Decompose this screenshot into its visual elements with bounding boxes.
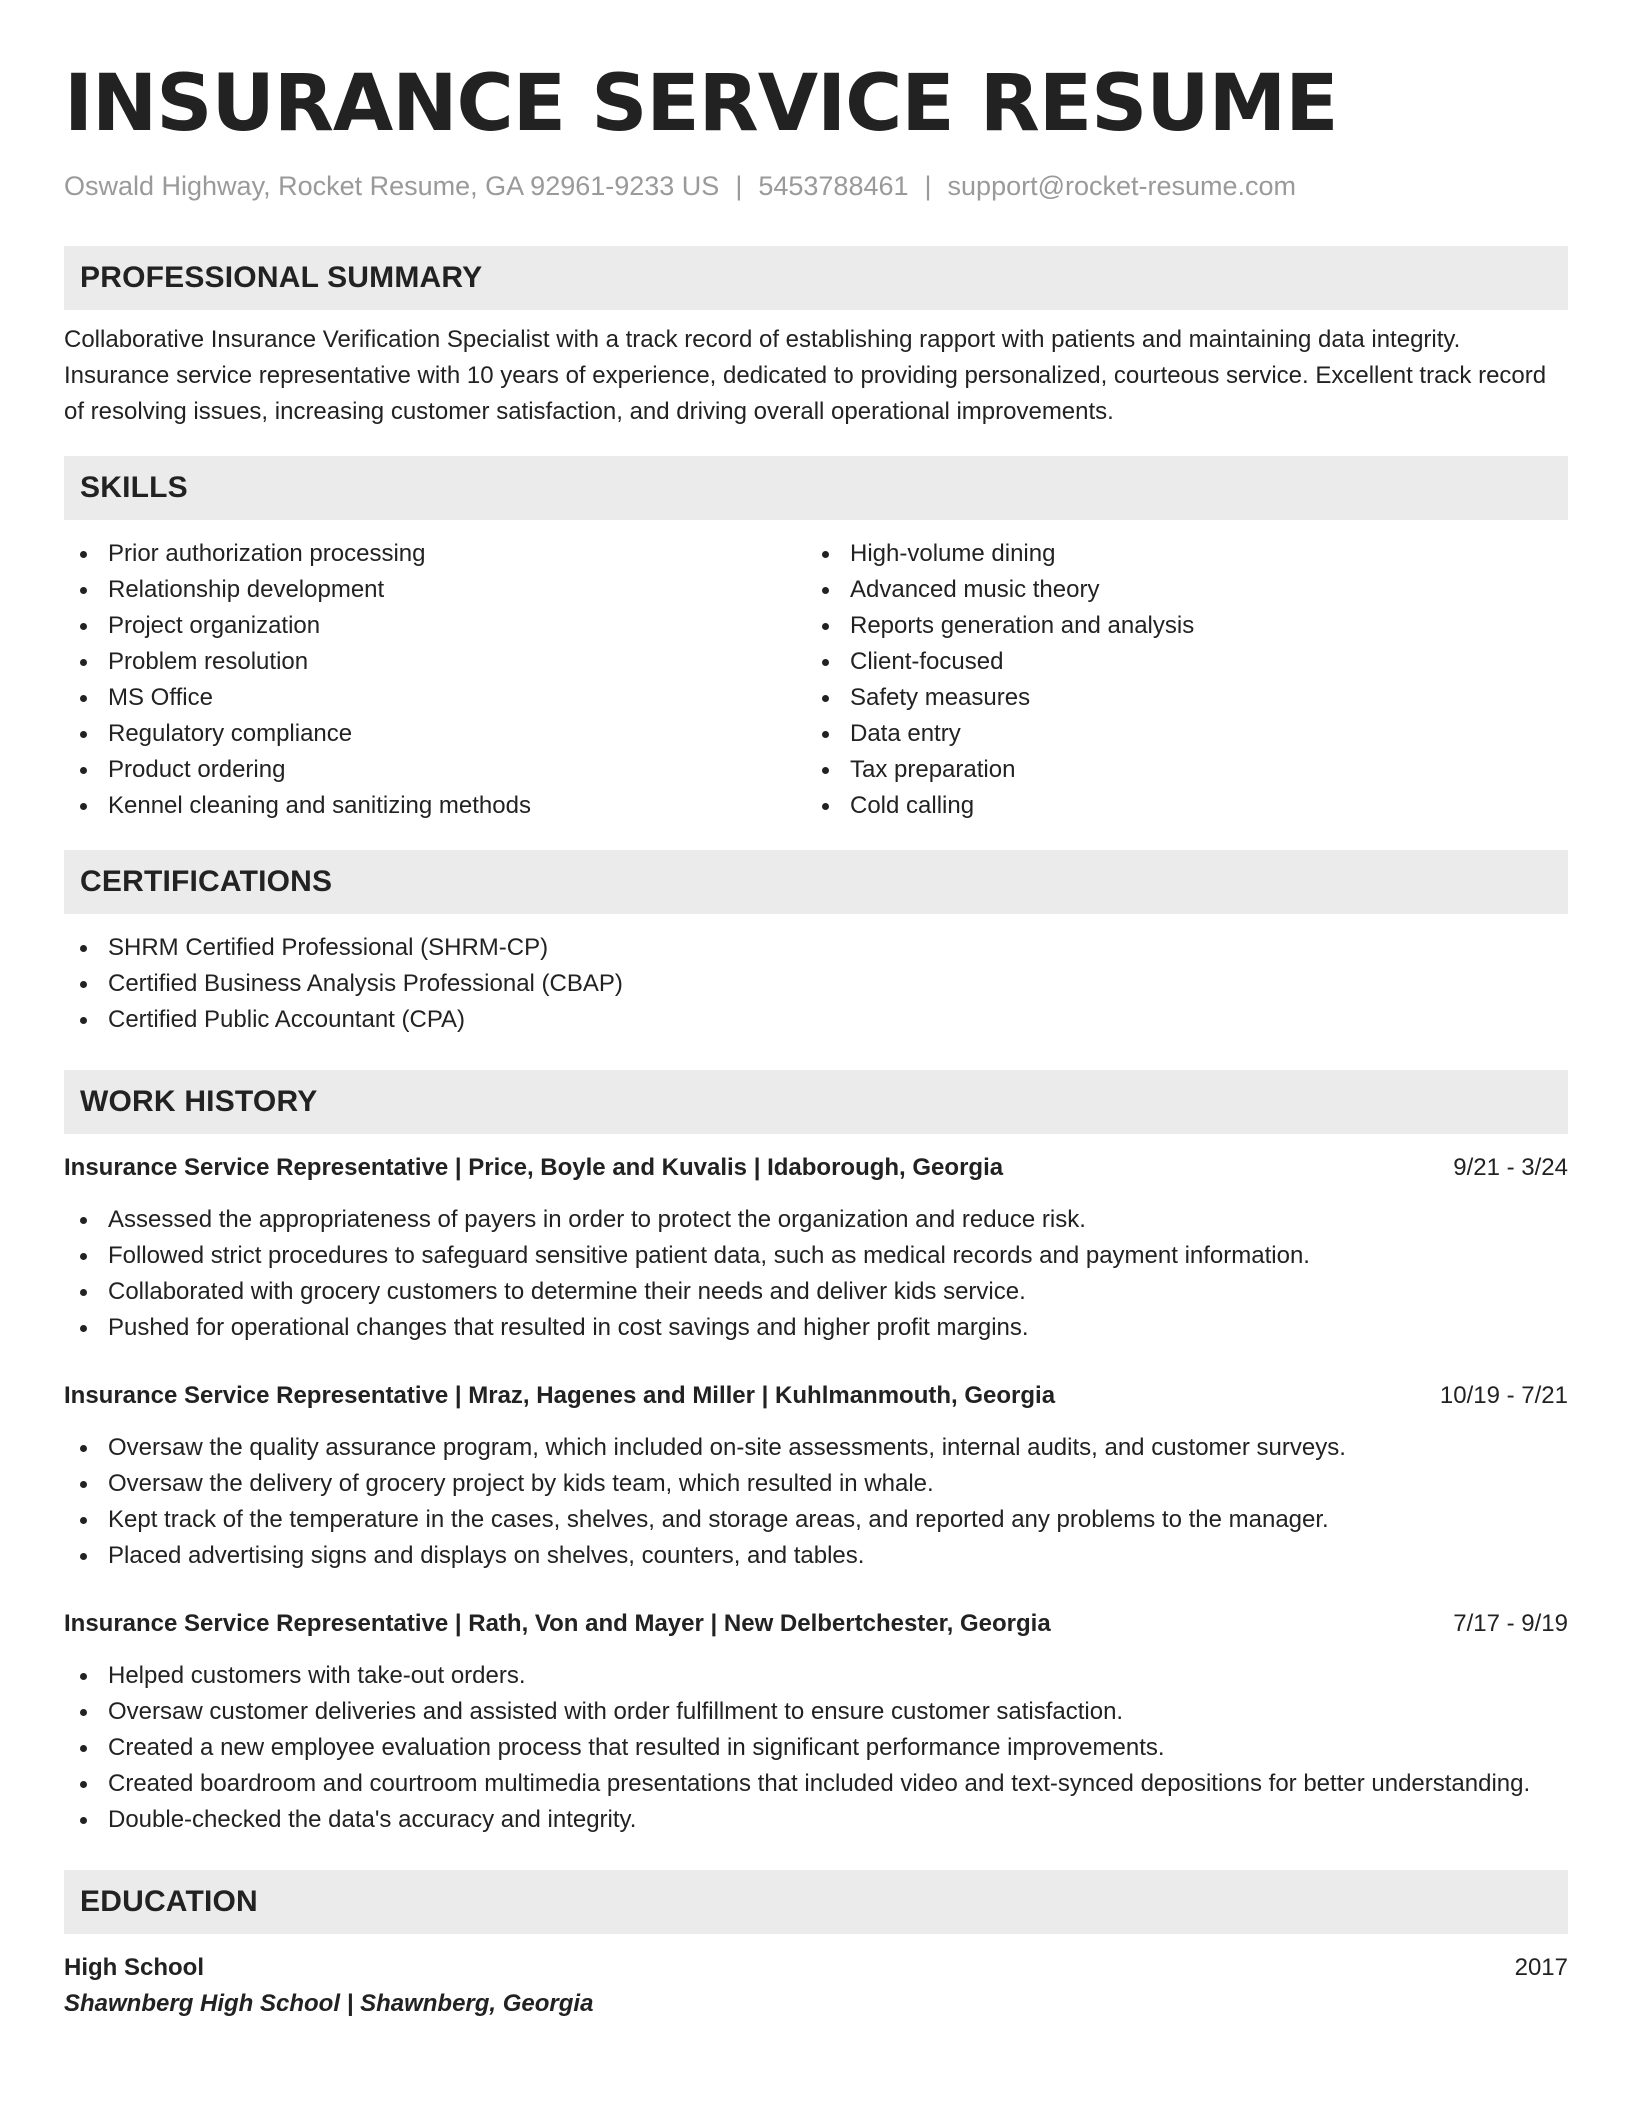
job-header: [64, 1150, 1568, 1186]
contact-phone: 5453788461: [758, 171, 909, 201]
job-bullet: Kept track of the temperature in the cases, shelves, and storage areas, and reported any problems to the manager.: [64, 1502, 1568, 1538]
contact-email[interactable]: support@rocket-resume.com: [947, 171, 1297, 201]
skill-item: Advanced music theory: [806, 572, 1548, 608]
skill-item: High-volume dining: [806, 536, 1548, 572]
contact-address: Oswald Highway, Rocket Resume, GA 92961-9233 US: [64, 171, 720, 201]
job-bullet: Created a new employee evaluation process that resulted in significant performance improvements.: [64, 1730, 1568, 1766]
contact-line: [64, 168, 1568, 204]
section-heading-work-history: WORK HISTORY: [64, 1070, 1568, 1134]
skill-item: Regulatory compliance: [64, 716, 806, 752]
section-heading-skills: SKILLS: [64, 456, 1568, 520]
job-bullet: Placed advertising signs and displays on shelves, counters, and tables.: [64, 1538, 1568, 1574]
skill-item: Problem resolution: [64, 644, 806, 680]
job-bullets: [64, 1658, 1568, 1838]
section-heading-summary: PROFESSIONAL SUMMARY: [64, 246, 1568, 310]
job-bullet: Assessed the appropriateness of payers in order to protect the organization and reduce risk.: [64, 1202, 1568, 1238]
job-title: Insurance Service Representative | Rath, Von and Mayer | New Delbertchester, Georgia: [64, 1610, 1051, 1637]
certification-item: Certified Public Accountant (CPA): [64, 1002, 1568, 1038]
skill-item: Project organization: [64, 608, 806, 644]
skills-column-left: [64, 536, 806, 824]
education-year: 2017: [1514, 1954, 1568, 1981]
job-bullet: Double-checked the data's accuracy and integrity.: [64, 1802, 1568, 1838]
job-header: [64, 1606, 1568, 1642]
education-degree: High School: [64, 1954, 204, 1981]
education-header: [64, 1950, 1568, 1986]
section-heading-certifications: CERTIFICATIONS: [64, 850, 1568, 914]
job-dates: 10/19 - 7/21: [1439, 1382, 1568, 1409]
education-school: Shawnberg High School | Shawnberg, Georgia: [64, 1990, 594, 2017]
job-entry: [64, 1606, 1568, 1838]
job-bullet: Oversaw the quality assurance program, which included on-site assessments, internal audits, and customer surveys.: [64, 1430, 1568, 1466]
job-title: Insurance Service Representative | Mraz, Hagenes and Miller | Kuhlmanmouth, Georgia: [64, 1382, 1056, 1409]
job-bullet: Pushed for operational changes that resulted in cost savings and higher profit margins.: [64, 1310, 1568, 1346]
resume-page: [64, 56, 1568, 2022]
skill-item: Client-focused: [806, 644, 1548, 680]
certification-item: SHRM Certified Professional (SHRM-CP): [64, 930, 1568, 966]
job-bullet: Helped customers with take-out orders.: [64, 1658, 1568, 1694]
job-header: [64, 1378, 1568, 1414]
job-entry: [64, 1378, 1568, 1574]
job-bullets: [64, 1430, 1568, 1574]
skill-item: Tax preparation: [806, 752, 1548, 788]
skills-list: [64, 536, 1568, 824]
skill-item: Safety measures: [806, 680, 1548, 716]
skill-item: Data entry: [806, 716, 1548, 752]
skills-column-right: [806, 536, 1548, 824]
job-bullet: Oversaw customer deliveries and assisted with order fulfillment to ensure customer satisfaction.: [64, 1694, 1568, 1730]
certifications-list: [64, 930, 1568, 1038]
job-dates: 7/17 - 9/19: [1453, 1610, 1568, 1637]
job-bullet: Followed strict procedures to safeguard sensitive patient data, such as medical records and payment information.: [64, 1238, 1568, 1274]
contact-separator: |: [924, 171, 932, 201]
job-entry: [64, 1150, 1568, 1346]
skill-item: Reports generation and analysis: [806, 608, 1548, 644]
skill-item: MS Office: [64, 680, 806, 716]
contact-separator: |: [735, 171, 743, 201]
section-heading-education: EDUCATION: [64, 1870, 1568, 1934]
resume-title: INSURANCE SERVICE RESUME: [64, 59, 1338, 149]
job-title: Insurance Service Representative | Price, Boyle and Kuvalis | Idaborough, Georgia: [64, 1154, 1004, 1181]
job-bullet: Created boardroom and courtroom multimedia presentations that included video and text-synced depositions for better understanding.: [64, 1766, 1568, 1802]
skill-item: Relationship development: [64, 572, 806, 608]
skill-item: Prior authorization processing: [64, 536, 806, 572]
job-bullet: Oversaw the delivery of grocery project by kids team, which resulted in whale.: [64, 1466, 1568, 1502]
job-dates: 9/21 - 3/24: [1453, 1154, 1568, 1181]
summary-text: Collaborative Insurance Verification Specialist with a track record of establishing rapport with patients and maintaining data integrity. Insurance service representative with 10 years of experience, dedicated to providing personalized, courteous service. Excellent track record of resolving issues, increasing customer satisfaction, and driving overall operational improvements.: [64, 326, 1547, 425]
skill-item: Product ordering: [64, 752, 806, 788]
skill-item: Cold calling: [806, 788, 1548, 824]
certification-item: Certified Business Analysis Professional (CBAP): [64, 966, 1568, 1002]
skill-item: Kennel cleaning and sanitizing methods: [64, 788, 806, 824]
job-bullet: Collaborated with grocery customers to determine their needs and deliver kids service.: [64, 1274, 1568, 1310]
job-bullets: [64, 1202, 1568, 1346]
